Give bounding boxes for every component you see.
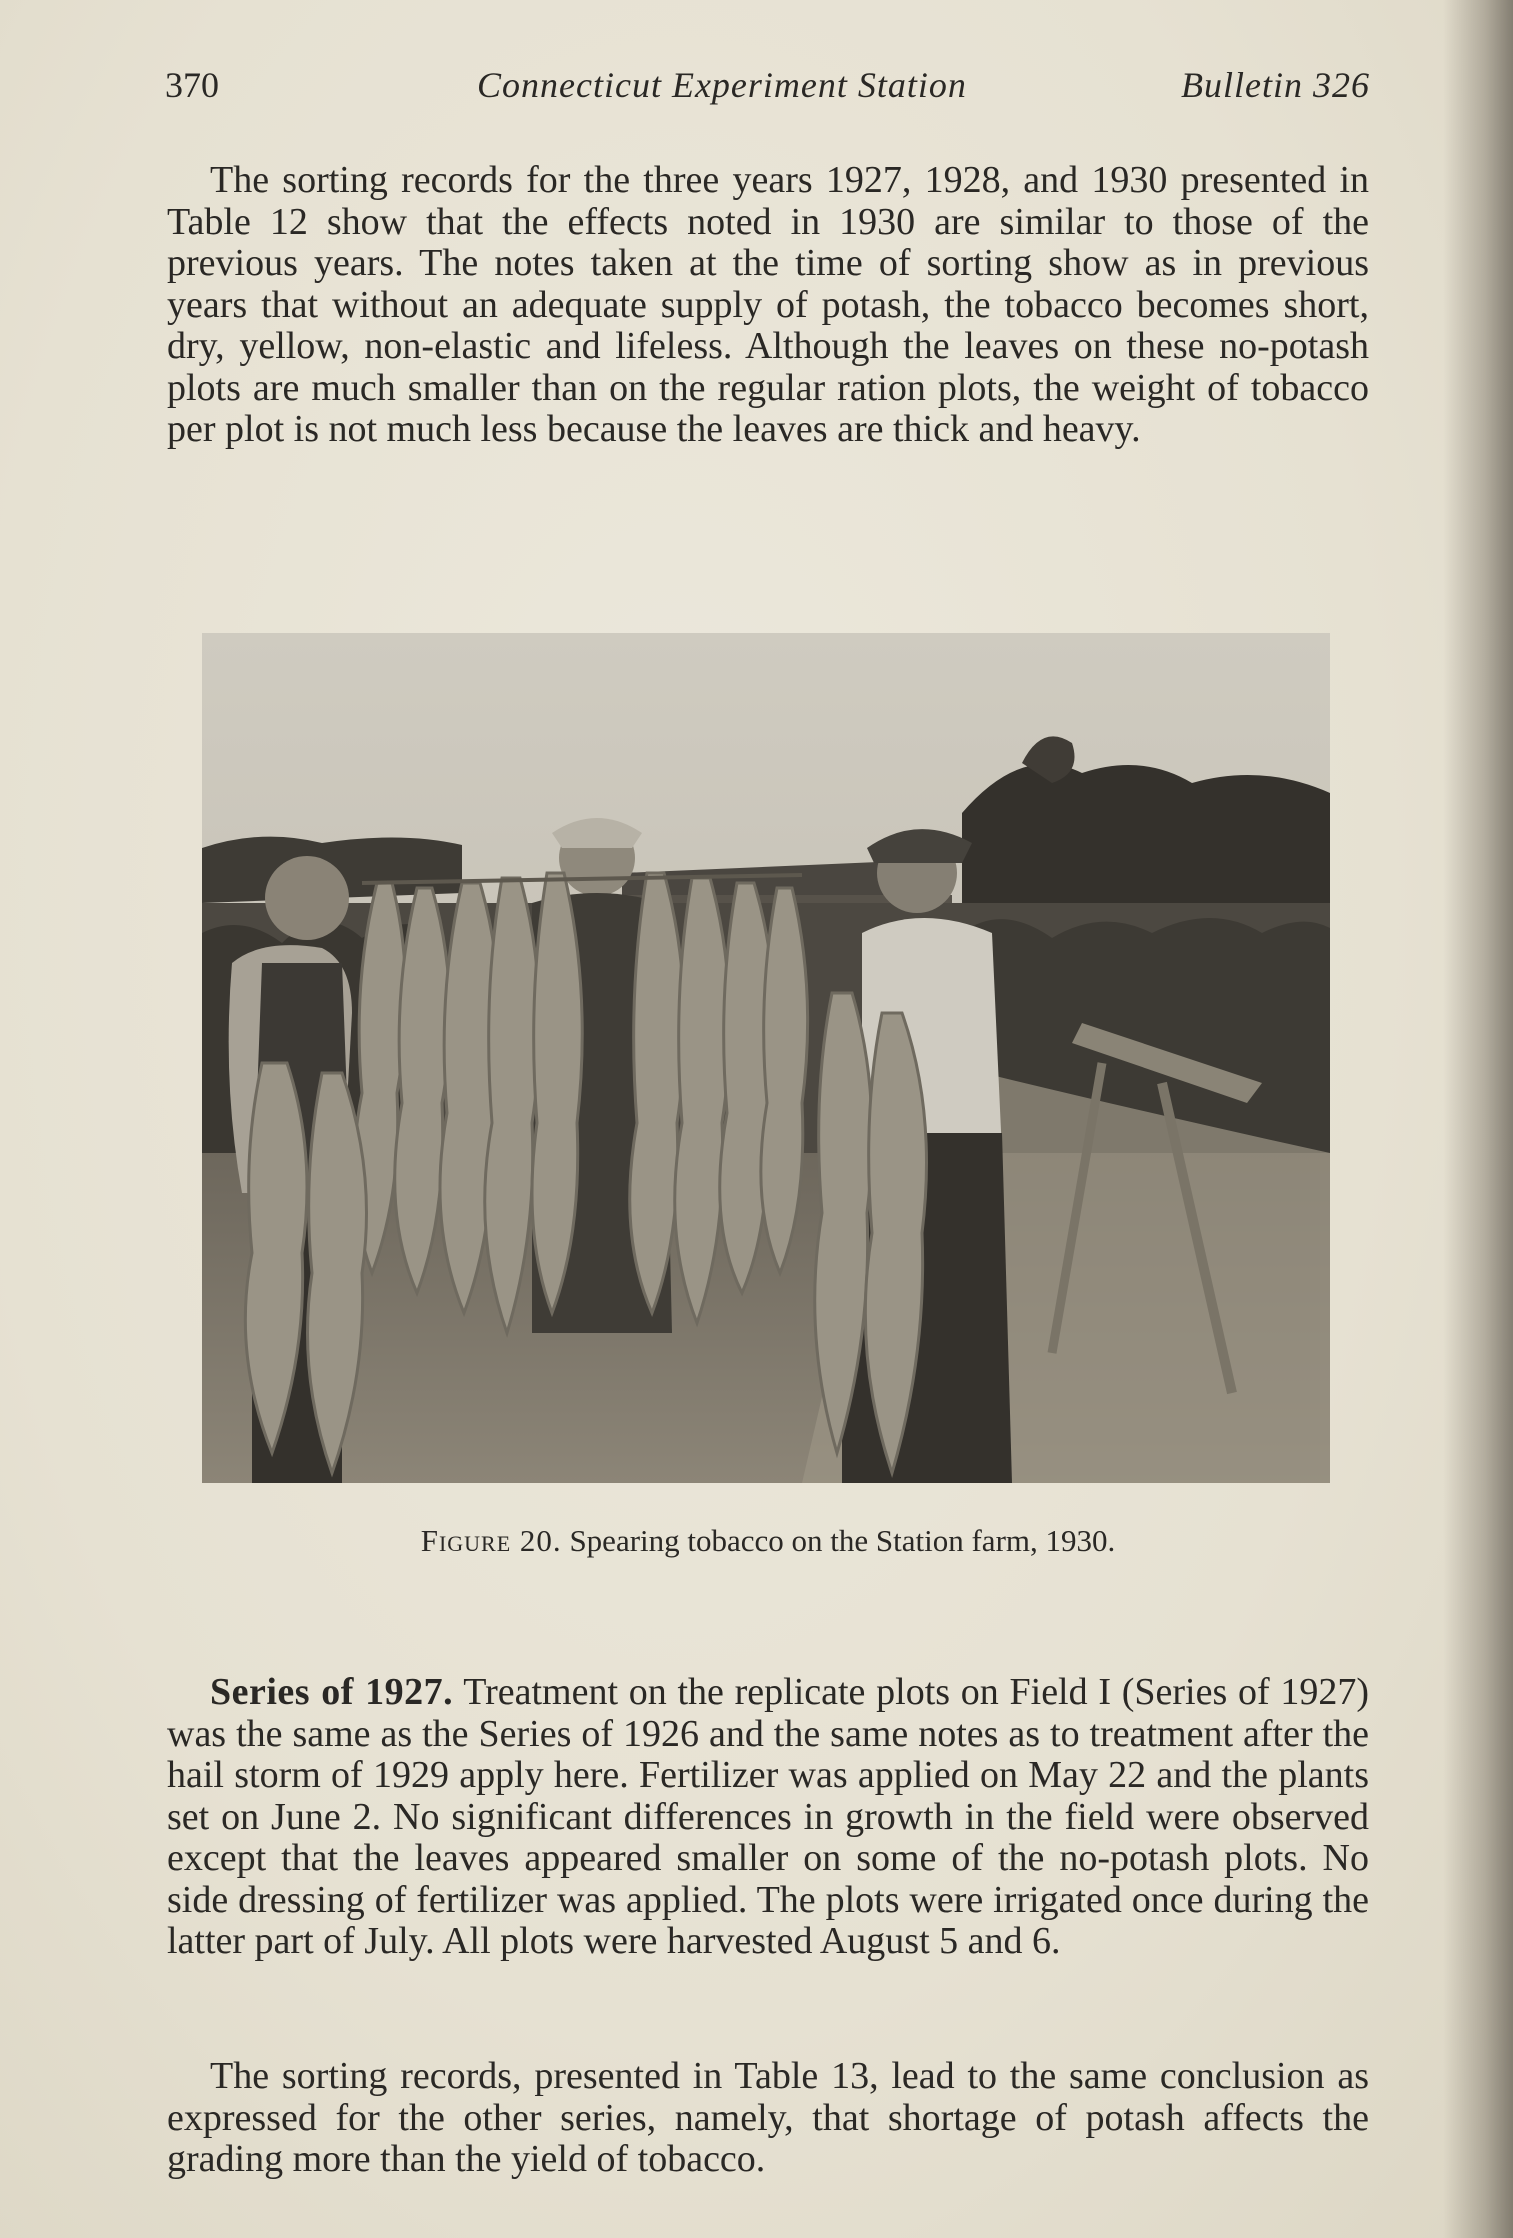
figure-caption-text: Spearing tobacco on the Station farm, 1930. — [569, 1523, 1116, 1558]
run-in-heading: Series of 1927. — [210, 1671, 454, 1713]
bulletin-number: Bulletin 326 — [1181, 65, 1370, 105]
paragraph-text: The sorting records, presented in Table 13, lead to the same conclusion as expressed for the other series, namely, that shortage of potash affects the grading more than the yield of tobacco. — [167, 2055, 1369, 2180]
photo-spearing-tobacco — [202, 633, 1330, 1483]
figure-label: Figure 20. — [420, 1523, 562, 1558]
figure-photo — [202, 633, 1330, 1483]
page-number: 370 — [165, 65, 219, 105]
paragraph-text: Treatment on the replicate plots on Field I (Series of 1927) was the same as the Series of 1926 and the same notes as to treatment after the hail storm of 1929 apply here. Fertilizer was applied on May 22 and the plants set on June 2. No significant differences in growth in the field were observed except that the leaves appeared smaller on some of the no-potash plots. No side dressing of fertilizer was applied. The plots were irrigated once during the latter part of July. All plots were harvested August 5 and 6. — [167, 1671, 1369, 1962]
page-gutter-shadow — [1443, 0, 1513, 2238]
figure-caption — [167, 1523, 1369, 1559]
journal-title: Connecticut Experiment Station — [477, 65, 967, 105]
paragraph-sorting-records — [167, 160, 1369, 451]
paragraph-text: The sorting records for the three years 1927, 1928, and 1930 presented in Table 12 show that the effects noted in 1930 are similar to those of the previous years. The notes taken at the time of sorting show as in previous years that without an adequate supply of potash, the tobacco becomes short, dry, yellow, non-elastic and lifeless. Although the leaves on these no-potash plots are much smaller than on the regular ration plots, the weight of tobacco per plot is not much less because the leaves are thick and heavy. — [167, 159, 1369, 450]
paragraph-conclusion — [167, 2056, 1369, 2181]
paragraph-series-1927 — [167, 1672, 1369, 1963]
running-head — [165, 64, 1370, 114]
